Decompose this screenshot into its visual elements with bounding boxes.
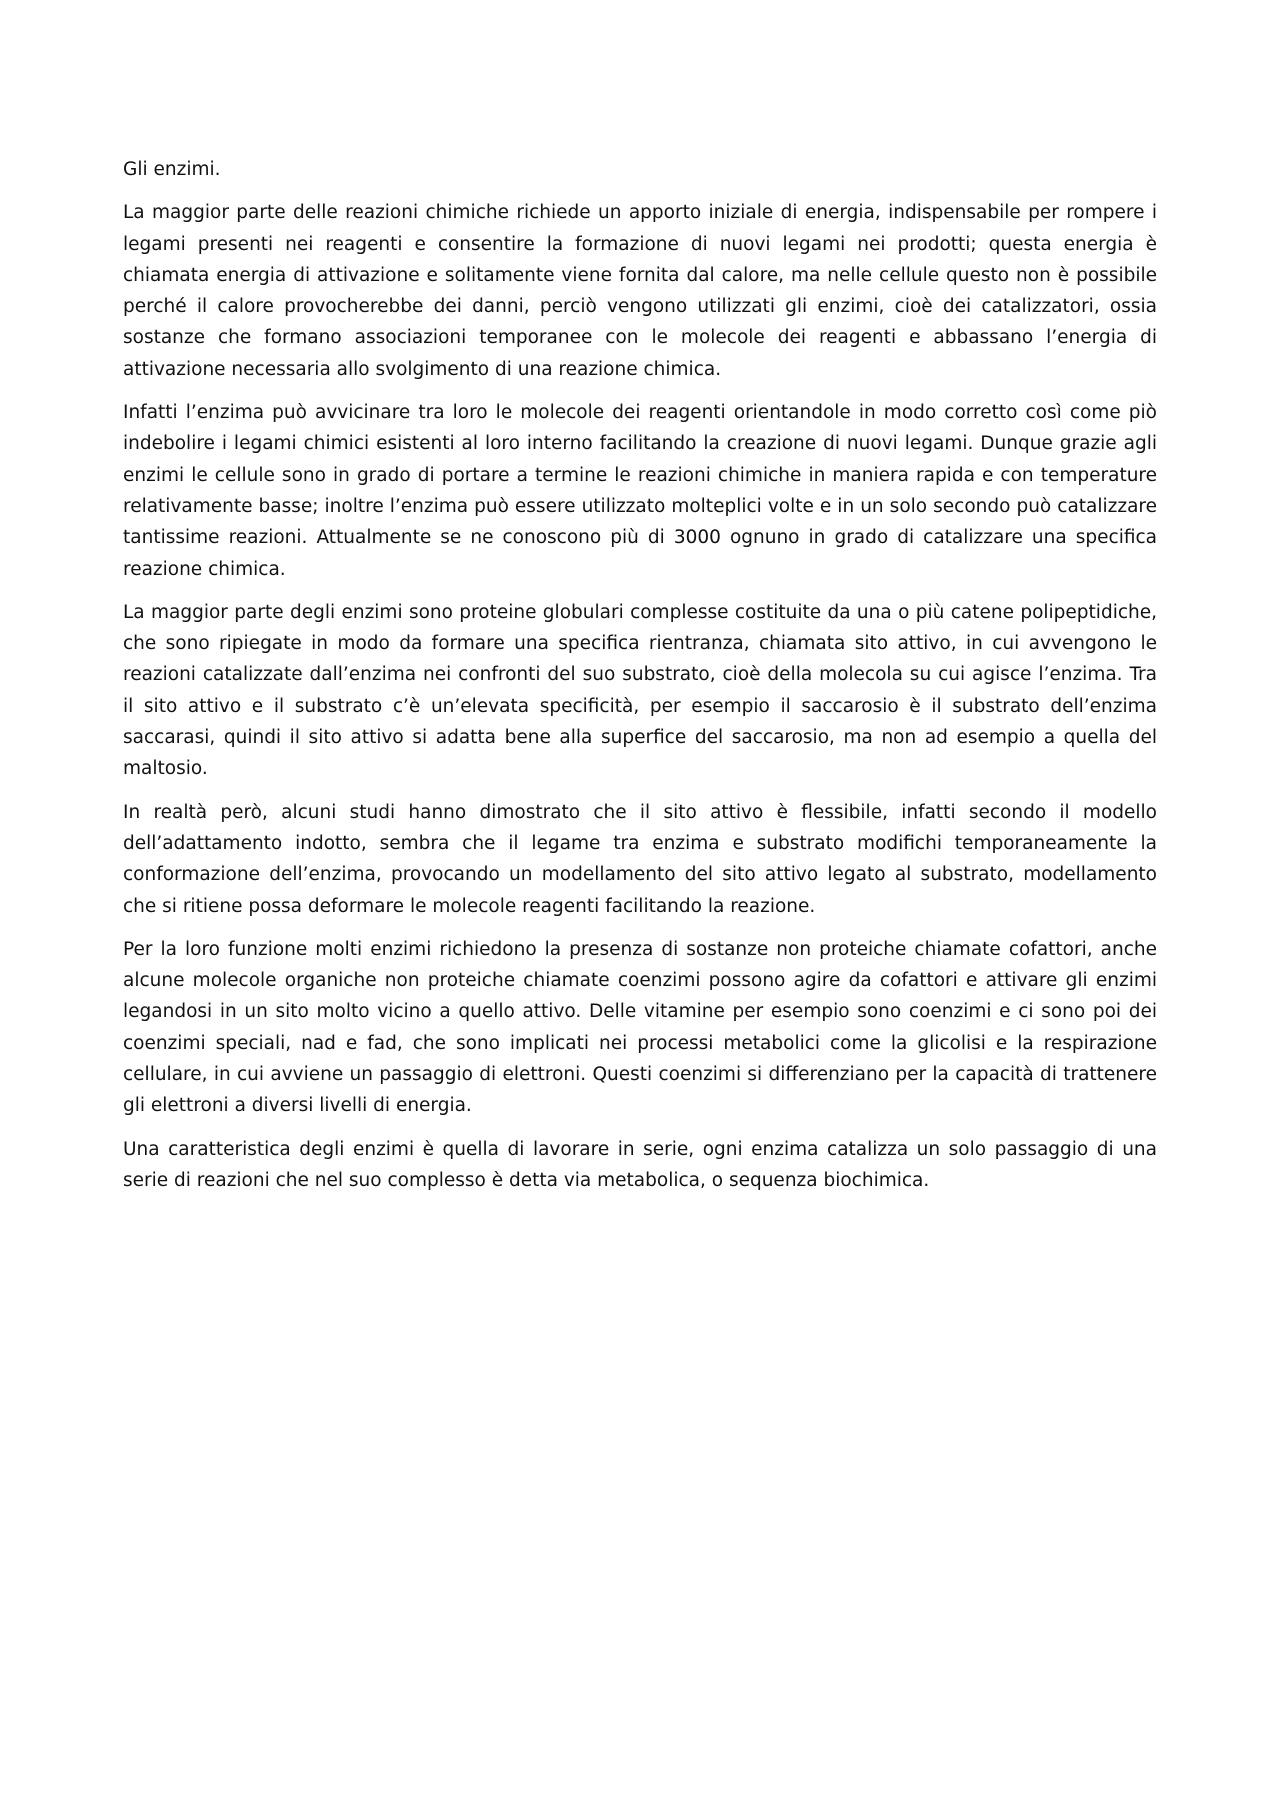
paragraph-induced-fit: In realtà però, alcuni studi hanno dimostrato che il sito attivo è flessibile, infatti secondo il modello dell’adattamento indotto, sembra che il legame tra enzima e substrato modifichi temporaneamente la conformazione dell’enzima, provocando un modellamento del sito attivo legato al substrato, modellamento che si ritiene possa deformare le molecole reagenti facilitando la reazione. xyxy=(123,801,1157,917)
paragraph-active-site: La maggior parte degli enzimi sono proteine globulari complesse costituite da una o più catene polipeptidiche, che sono ripiegate in modo da formare una specifica rientranza, chiamata sito attivo, in cui avvengono le reazioni catalizzate dall’enzima nei confronti del suo substrato, cioè della molecola su cui agisce l’enzima. Tra il sito attivo e il substrato c’è un’elevata specificità, per esempio il saccarosio è il substrato dell’enzima saccarasi, quindi il sito attivo si adatta bene alla superfice del saccarosio, ma non ad esempio a quella del maltosio. xyxy=(123,601,1157,780)
paragraph-cofactors: Per la loro funzione molti enzimi richiedono la presenza di sostanze non proteiche chiamate cofattori, anche alcune molecole organiche non proteiche chiamate coenzimi possono agire da cofattori e attivare gli enzimi legandosi in un sito molto vicino a quello attivo. Delle vitamine per esempio sono coenzimi e ci sono poi dei coenzimi speciali, nad e fad, che sono implicati nei processi metabolici come la glicolisi e la respirazione cellulare, in cui avviene un passaggio di elettroni. Questi coenzimi si differenziano per la capacità di trattenere gli elettroni a diversi livelli di energia. xyxy=(123,938,1157,1117)
paragraph-enzyme-action: Infatti l’enzima può avvicinare tra loro le molecole dei reagenti orientandole in modo corretto così come piò indebolire i legami chimici esistenti al loro interno facilitando la creazione di nuovi legami. Dunque grazie agli enzimi le cellule sono in grado di portare a termine le reazioni chimiche in maniera rapida e con temperature relativamente basse; inoltre l’enzima può essere utilizzato molteplici volte e in un solo secondo può catalizzare tantissime reazioni. Attualmente se ne conoscono più di 3000 ognuno in grado di catalizzare una specifica reazione chimica. xyxy=(123,402,1157,580)
paragraph-activation-energy: La maggior parte delle reazioni chimiche richiede un apporto iniziale di energia, indispensabile per rompere i legami presenti nei reagenti e consentire la formazione di nuovi legami nei prodotti; questa energia è chiamata energia di attivazione e solitamente viene fornita dal calore, ma nelle cellule questo non è possibile perché il calore provocherebbe dei danni, perciò vengono utilizzati gli enzimi, cioè dei catalizzatori, ossia sostanze che formano associazioni temporanee con le molecole dei reagenti e abbassano l’energia di attivazione necessaria allo svolgimento di una reazione chimica. xyxy=(123,202,1157,380)
paragraph-metabolic-pathway: Una caratteristica degli enzimi è quella di lavorare in serie, ogni enzima catalizza un solo passaggio di una serie di reazioni che nel suo complesso è detta via metabolica, o sequenza biochimica. xyxy=(123,1138,1157,1191)
document-title: Gli enzimi. xyxy=(123,159,221,180)
